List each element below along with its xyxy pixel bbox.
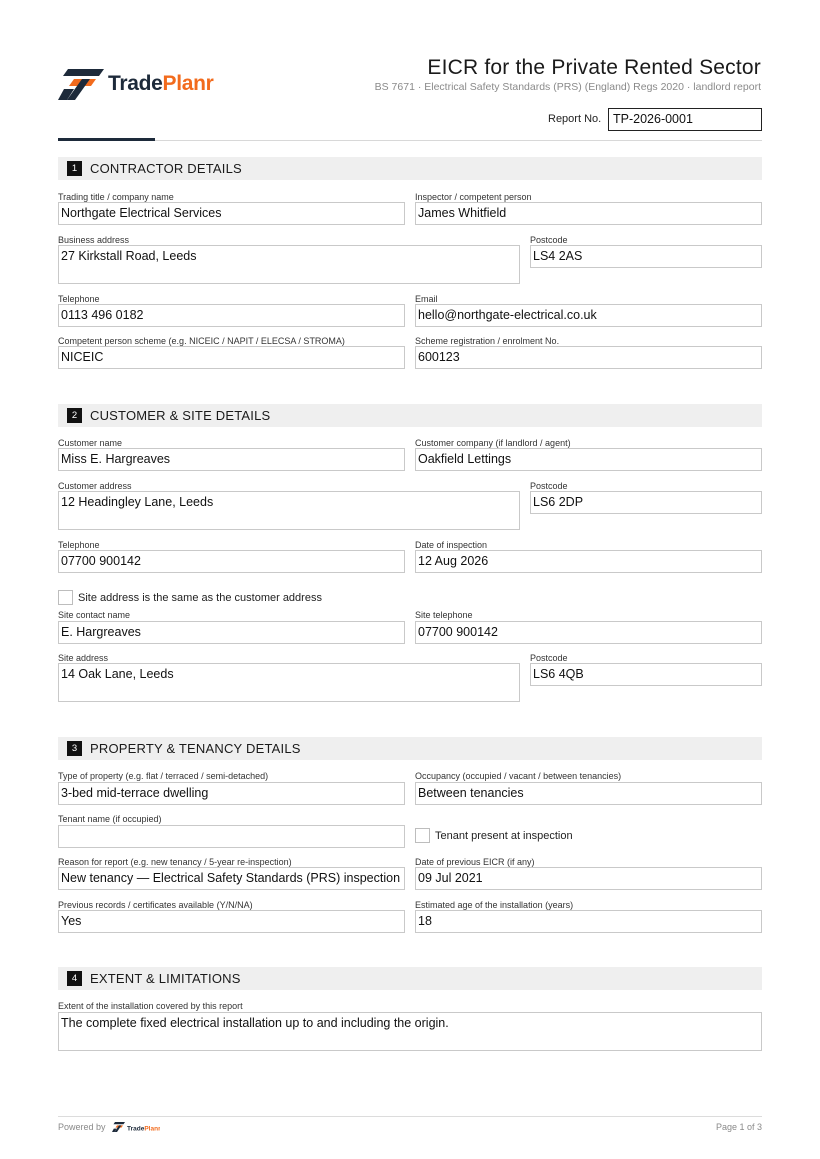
footer-logo <box>112 1121 160 1133</box>
installation-age-label: Estimated age of the installation (years) <box>415 900 574 910</box>
logo-mark-icon <box>58 69 104 101</box>
header-rule <box>155 140 762 141</box>
property-type-field[interactable]: 3-bed mid-terrace dwelling <box>58 782 405 805</box>
inspector-field[interactable]: James Whitfield <box>415 202 762 225</box>
occupancy-field[interactable]: Between tenancies <box>415 782 762 805</box>
same-address-label: Site address is the same as the customer address <box>78 592 322 604</box>
scheme-label: Competent person scheme (e.g. NICEIC / NAPIT / ELECSA / STROMA) <box>58 336 345 346</box>
section-number: 1 <box>67 161 82 176</box>
business-address-label: Business address <box>58 235 130 245</box>
section-title: PROPERTY & TENANCY DETAILS <box>90 741 301 756</box>
extent-field[interactable]: The complete fixed electrical installation up to and including the origin. <box>58 1012 762 1051</box>
logo-text-trade: Trade <box>108 72 163 95</box>
document-subtitle: BS 7671 · Electrical Safety Standards (PRS) (England) Regs 2020 · landlord report <box>374 81 761 93</box>
customer-address-label: Customer address <box>58 481 132 491</box>
site-address-label: Site address <box>58 653 109 663</box>
section-title: CUSTOMER & SITE DETAILS <box>90 408 271 423</box>
section-title: CONTRACTOR DETAILS <box>90 161 242 176</box>
occupancy-label: Occupancy (occupied / vacant / between tenancies) <box>415 771 622 781</box>
section-number: 4 <box>67 971 82 986</box>
trading-title-field[interactable]: Northgate Electrical Services <box>58 202 405 225</box>
page-number: Page 1 of 3 <box>715 1122 762 1132</box>
customer-company-label: Customer company (if landlord / agent) <box>415 438 571 448</box>
reason-label: Reason for report (e.g. new tenancy / 5-year re-inspection) <box>58 857 292 867</box>
business-postcode-label: Postcode <box>530 235 568 245</box>
property-type-label: Type of property (e.g. flat / terraced / semi-detached) <box>58 771 269 781</box>
site-postcode-label: Postcode <box>530 653 568 663</box>
email-label: Email <box>415 294 438 304</box>
customer-address-field[interactable]: 12 Headingley Lane, Leeds <box>58 491 520 530</box>
email-field[interactable]: hello@northgate-electrical.co.uk <box>415 304 762 327</box>
trading-title-label: Trading title / company name <box>58 192 174 202</box>
document-title: EICR for the Private Rented Sector <box>427 56 761 79</box>
reason-field[interactable]: New tenancy — Electrical Safety Standards (PRS) inspection <box>58 867 405 890</box>
business-address-field[interactable]: 27 Kirkstall Road, Leeds <box>58 245 520 284</box>
tenant-name-label: Tenant name (if occupied) <box>58 814 162 824</box>
customer-name-field[interactable]: Miss E. Hargreaves <box>58 448 405 471</box>
site-contact-field[interactable]: E. Hargreaves <box>58 621 405 644</box>
site-postcode-field[interactable]: LS6 4QB <box>530 663 762 686</box>
section-number: 3 <box>67 741 82 756</box>
section-header-customer <box>58 404 762 427</box>
customer-postcode-field[interactable]: LS6 2DP <box>530 491 762 514</box>
site-telephone-field[interactable]: 07700 900142 <box>415 621 762 644</box>
records-label: Previous records / certificates available (Y/N/NA) <box>58 900 253 910</box>
same-address-checkbox[interactable] <box>58 590 73 605</box>
inspection-date-label: Date of inspection <box>415 540 488 550</box>
report-no-field[interactable]: TP-2026-0001 <box>608 108 762 131</box>
inspection-date-field[interactable]: 12 Aug 2026 <box>415 550 762 573</box>
section-number: 2 <box>67 408 82 423</box>
inspector-label: Inspector / competent person <box>415 192 532 202</box>
tenant-present-label: Tenant present at inspection <box>435 830 573 842</box>
business-postcode-field[interactable]: LS4 2AS <box>530 245 762 268</box>
svg-text:TradePlanr: TradePlanr <box>127 1125 160 1133</box>
previous-eicr-field[interactable]: 09 Jul 2021 <box>415 867 762 890</box>
tenant-present-checkbox[interactable] <box>415 828 430 843</box>
section-header-extent <box>58 967 762 990</box>
header-rule-accent <box>58 138 155 141</box>
tradeplanr-logo <box>58 68 228 102</box>
customer-telephone-label: Telephone <box>58 540 100 550</box>
extent-label: Extent of the installation covered by this report <box>58 1001 243 1011</box>
contractor-telephone-label: Telephone <box>58 294 100 304</box>
customer-telephone-field[interactable]: 07700 900142 <box>58 550 405 573</box>
section-header-property <box>58 737 762 760</box>
contractor-telephone-field[interactable]: 0113 496 0182 <box>58 304 405 327</box>
records-field[interactable]: Yes <box>58 910 405 933</box>
footer-logo-icon <box>112 1122 160 1134</box>
report-no-label: Report No. <box>548 113 602 125</box>
site-telephone-label: Site telephone <box>415 610 473 620</box>
logo-text-planr: Planr <box>162 72 214 95</box>
previous-eicr-label: Date of previous EICR (if any) <box>415 857 535 867</box>
footer-rule <box>58 1116 762 1117</box>
registration-field[interactable]: 600123 <box>415 346 762 369</box>
customer-postcode-label: Postcode <box>530 481 568 491</box>
installation-age-field[interactable]: 18 <box>415 910 762 933</box>
powered-by-text: Powered by <box>58 1122 106 1132</box>
section-header-contractor <box>58 157 762 180</box>
customer-company-field[interactable]: Oakfield Lettings <box>415 448 762 471</box>
site-contact-label: Site contact name <box>58 610 131 620</box>
tenant-name-field[interactable] <box>58 825 405 848</box>
site-address-field[interactable]: 14 Oak Lane, Leeds <box>58 663 520 702</box>
section-title: EXTENT & LIMITATIONS <box>90 971 241 986</box>
registration-label: Scheme registration / enrolment No. <box>415 336 560 346</box>
customer-name-label: Customer name <box>58 438 123 448</box>
scheme-field[interactable]: NICEIC <box>58 346 405 369</box>
